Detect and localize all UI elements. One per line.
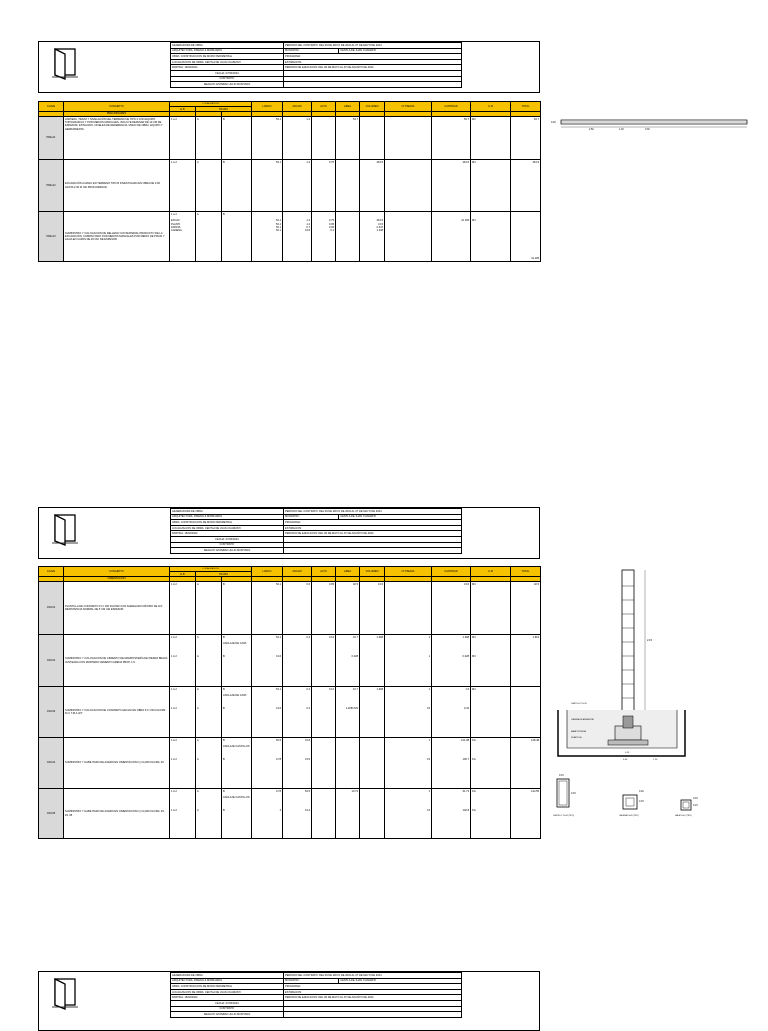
dim-label: 0.15 — [559, 774, 564, 777]
row-vol: 3.15 — [360, 582, 385, 635]
row-note: ANCLAJE CASTILLOS — [223, 796, 250, 800]
col-um: U.M — [471, 102, 511, 112]
col-piezas: Nº PIEZAS — [385, 102, 432, 112]
h2-generadora: GENERADORA DE OBRA — [171, 509, 284, 515]
row-cant: 102.8 — [462, 809, 470, 813]
sub-cadena: CADENA — [171, 229, 182, 233]
wall-section-drawing — [553, 566, 703, 766]
row-area: 10.7 — [352, 688, 359, 691]
row-cant: 0.028 — [462, 655, 470, 659]
row-clave: CIM-04 — [39, 738, 64, 789]
row-eb: 1 a 2 — [171, 213, 177, 216]
row-largo: 0.16 — [275, 655, 282, 659]
row-alto: 0.16 — [312, 635, 336, 687]
row-vol: 3.15 — [377, 222, 384, 226]
col-area: AREA — [336, 567, 360, 577]
dim-label: 0.50 — [623, 759, 628, 761]
row-eb: 1 A 2 — [171, 758, 177, 762]
h2-municipio-val: CENTLA DE JUAN CUAMATZI — [339, 514, 462, 520]
section-cimentacion: CIMENTACION — [64, 577, 170, 582]
row-cant: 3.15 — [432, 582, 471, 635]
row-area: 1.0281720 — [345, 707, 359, 711]
table-row — [39, 212, 541, 262]
row-um: M3 — [472, 636, 476, 639]
dim-label: 0.15 — [693, 804, 698, 807]
row-alto: 0.75 — [328, 219, 335, 223]
h2-estimacion: ESTIMACION: — [284, 525, 462, 531]
row-pzs: 1 — [428, 790, 431, 793]
row-b: B — [222, 117, 252, 160]
col-alto: ALTO — [312, 102, 336, 112]
h2-localizacion: LOCALIZACION DE OBRA: CENTLA DE JUAN CUAMATZI — [171, 525, 284, 531]
row-concepto: SUMINISTRO Y HABILITADO DE ACERO EN CIMENTACION F'y=4,200 KG/CM2, #2 — [64, 738, 170, 789]
h3-arq: ARQUITECTURA, DISEÑO & MOBILIARIO — [171, 978, 284, 984]
row-total — [511, 687, 541, 738]
row-cant: 1.5 — [465, 688, 470, 691]
row-b: B — [223, 809, 225, 813]
row-pzs: 1 — [428, 739, 431, 742]
col-alto: ALTO — [312, 567, 336, 577]
row-clave: PRE-03 — [39, 212, 64, 262]
h2-ejecucion: PERIODO DE EJECUCION: DEL 09 DE MAYO AL 07 DE AGOSTO DE 2024 — [284, 531, 462, 537]
col-clave: CLAVE — [39, 567, 64, 577]
row-alto: 0.16 — [312, 687, 336, 738]
header-info-2 — [170, 508, 462, 554]
row-pzs: 1 — [428, 688, 431, 691]
row-a: A — [197, 739, 199, 742]
h2-fecha: FECHA: 07/06/2024 — [171, 536, 284, 542]
row-largo: 3 — [279, 809, 282, 813]
h3-obra: OBRA: CONSTRUCCION DE MURO PERIMETRAL — [171, 984, 284, 990]
row-total: 41.195 — [511, 212, 541, 262]
row-cant: 63.7 — [432, 117, 471, 160]
row-vol: 2.347 — [376, 225, 384, 229]
row-largo: 53.5 — [275, 739, 282, 742]
row-a: A — [197, 809, 199, 813]
col-concepto: CONCEPTO — [64, 102, 170, 112]
row-eb: 1 a 2 — [170, 117, 196, 160]
table-row — [39, 582, 541, 635]
col-concepto: CONCEPTO — [64, 567, 170, 577]
row-ancho: 1.2 — [283, 117, 312, 160]
row-clave: CIM-01 — [39, 582, 64, 635]
row-vol: 48.15 — [360, 160, 385, 212]
col-largo: LARGO — [252, 567, 283, 577]
h1-contrato: CONTRATO: — [171, 76, 284, 82]
row-eb: 1 A 2 — [171, 688, 177, 691]
row-b: B — [223, 758, 225, 762]
h3-ejecucion: PERIODO DE EJECUCION: DEL 09 DE MAYO AL 07 DE AGOSTO DE 2024 — [284, 995, 462, 1001]
row-eb: 1 A 2 — [170, 582, 196, 635]
row-pzs: 15 — [427, 809, 431, 813]
row-area: 10.7 — [352, 636, 359, 639]
h3-fecha: FECHA: 07/06/2024 — [171, 1000, 284, 1006]
row-pzs: 1 — [428, 655, 431, 659]
row-concepto: SUMINISTRO Y COLOCACION DE CONCRETO HECHO EN OBRA F'c= 200 KG/CM2 R.N. T.M.A 3/4" — [64, 687, 170, 738]
dim-label: 2.50 — [589, 128, 594, 131]
row-area: 10.72 — [336, 789, 360, 839]
row-b: B — [223, 739, 225, 742]
header-info-3 — [170, 972, 462, 1018]
row-largo: 0.16 — [275, 707, 282, 711]
row-ancho: 53.5 — [304, 790, 311, 793]
row-vol: 48.15 — [376, 219, 384, 223]
row-eb: 1 A 2 — [171, 655, 177, 659]
h3-municipio: MUNICIPIO: — [284, 978, 339, 984]
h1-generadora: GENERADORA DE OBRA — [171, 43, 284, 49]
logo-door-icon — [47, 976, 83, 1010]
row-um: M3 — [471, 687, 511, 738]
wall-plan-drawing — [549, 117, 749, 133]
header-info-1 — [170, 42, 462, 88]
row-largo: 53.1 — [275, 222, 282, 226]
row-um: M3 — [471, 160, 511, 212]
row-a: A — [197, 790, 199, 793]
row-ancho: 0.2 — [306, 707, 311, 711]
row-vol: 1.698 — [360, 687, 385, 738]
row-alto: 0.06 — [328, 225, 335, 229]
row-a: A — [197, 688, 199, 691]
row-um: M2 — [471, 117, 511, 160]
col-eb: E.B — [170, 107, 196, 112]
row-ancho: 0.2 — [306, 688, 311, 691]
row-alto: 0.05 — [312, 582, 336, 635]
h3-realizo: REALIZO: ESTEBAN JULIO MONTANO — [171, 1012, 284, 1018]
row-b: B — [223, 636, 225, 639]
h3-municipio-val: CENTLA DE JUAN CUAMATZI — [339, 978, 462, 984]
row-vol: 1.698 — [360, 635, 385, 687]
logo-door-icon — [47, 512, 83, 546]
row-cant: 41.195 — [461, 219, 470, 223]
row-total: 48.15 — [511, 160, 541, 212]
row-cant: 48.15 — [432, 160, 471, 212]
row-largo: 0.78 — [275, 758, 282, 762]
row-ancho: 0.15 — [304, 229, 311, 233]
row-concepto: LIMPIEZA, TRAZO Y NIVELACIÓN DEL TERRENO DE TIPO 2 CON EQUIPO TOPOGRAFICO Y POR MEDIOS MANUALES, INCLUYE DEPASAR DE 10 CM DE ESPESOR, ESTACADO, NIVELES DE REFERENCIA, MANO DE OBRA, EQUIPO Y HERRAMIENTA. — [64, 117, 170, 160]
dim-label: 0.20 — [625, 752, 630, 754]
table-row — [39, 160, 541, 212]
row-pzs: 15 — [427, 758, 431, 762]
h1-ejecucion: PERIODO DE EJECUCION: DEL 09 DE MAYO AL 07 DE AGOSTO DE 2024 — [284, 65, 462, 71]
h2-periodo: PERIODO DEL CONTRATO: DEL 09 DE MAYO DE 2024 AL 07 DE MAYO DE 2024 — [284, 509, 462, 515]
dim-label: 0.15 — [693, 797, 698, 800]
h3-programa: PROGRAMA: — [284, 984, 462, 990]
callout-label: CASTILLO 15x15 — [571, 703, 587, 705]
row-total: 32.5 — [511, 582, 541, 635]
h3-estimacion: ESTIMACION: — [284, 989, 462, 995]
row-clave: PRE-01 — [39, 117, 64, 160]
row-largo: 53.1 — [275, 229, 282, 233]
row-alto: 0.2 — [330, 229, 335, 233]
catalog-table-1 — [38, 101, 541, 262]
col-eb: E.B — [170, 572, 196, 577]
row-clave: CIM-02 — [39, 635, 64, 687]
row-concepto: SUMINISTRO Y HABILITADO DE ACERO EN CIMENTACION F'y=4,200 KG/CM2, #3, #4, #5 — [64, 789, 170, 839]
table-row — [39, 635, 541, 687]
h1-localizacion: LOCALIZACION DE OBRA: CENTLA DE JUAN CUAMATZI — [171, 59, 284, 65]
h1-periodo: PERIODO DEL CONTRATO: DEL 09 DE MAYO DE 2024 AL 07 DE MAYO DE 2024 — [284, 43, 462, 49]
h3-generadora: GENERADORA DE OBRA — [171, 973, 284, 979]
row-concepto: EXCAVACIÓN A MANO EN TERRENO TIPO B INVESTIGADO EN OBRA DE 0.00 HASTA 2.00 M. DE PROFUNDIDAD. — [64, 160, 170, 212]
section-caption: CADENA 15x20 (TIPO) — [619, 815, 639, 817]
row-note: ANCLAJE DE CAST. — [223, 694, 248, 698]
row-alto — [312, 117, 336, 160]
row-eb: 1 A 2 — [171, 790, 177, 793]
row-vol — [360, 117, 385, 160]
col-tramo: TRAMO — [196, 572, 252, 577]
row-largo: 53.1 — [275, 636, 282, 639]
row-cant: 0.42 — [463, 707, 470, 711]
dim-label: 0.15 — [639, 800, 644, 803]
col-um: U.M — [471, 567, 511, 577]
row-ancho: 1.2 — [306, 222, 311, 226]
sub-excav: EXCAV. — [171, 219, 181, 223]
row-concepto: SUMINISTRO Y COLOCACION DE CIMIENTO DE MAMPOSTERÍA DE PIEDRA BRAZA JUNTEADA CON MORTERO CEMENTO ARENA PROP. 1:5. — [64, 635, 170, 687]
h2-municipio: MUNICIPIO: — [284, 514, 339, 520]
row-um: KG — [472, 790, 476, 793]
h1-estimacion: ESTIMACION: — [284, 59, 462, 65]
h3-contrato: CONTRATO: — [171, 1006, 284, 1012]
section-preliminares: PRELIMINARES — [64, 112, 170, 117]
row-a: A — [197, 655, 199, 659]
col-volumen: VOLUMEN — [360, 102, 385, 112]
row-largo: 53.1 — [275, 219, 282, 223]
table-row — [39, 117, 541, 160]
col-ancho: ANCHO — [283, 102, 312, 112]
catalog-table-2 — [38, 566, 541, 839]
h3-localizacion: LOCALIZACION DE OBRA: CENTLA DE JUAN CUAMATZI — [171, 989, 284, 995]
row-concepto: PLANTILLA DE CONCRETO F'c= 100 KG/CM2 CON AGREGADO MÁXIMO DE 3/4", RESISTENCIA NORMAL DE 5 CM. DE ESPESOR — [64, 582, 170, 635]
col-tramo: TRAMO — [196, 107, 252, 112]
section-caption: CASTILLO 15x15 (TIPO) — [553, 815, 575, 817]
row-eb: 1 A 2 — [171, 739, 177, 742]
col-piezas: Nº PIEZAS — [385, 567, 432, 577]
row-b: B — [222, 160, 252, 212]
row-note: ANCLAJE DE CAST. — [223, 642, 248, 646]
height-label: 2.15 — [647, 639, 653, 642]
row-total: 1.516 — [511, 635, 541, 687]
row-ancho: 0.6 — [283, 582, 312, 635]
row-eb: 1 A 2 — [171, 809, 177, 813]
dim-label: 0.20 — [639, 790, 644, 793]
row-cant: 31.73 — [462, 790, 470, 793]
h2-contrato: CONTRATO: — [171, 542, 284, 548]
row-ancho: 0.14 — [304, 809, 311, 813]
h1-partida: PARTIDA: 16/02/2024 — [171, 65, 284, 71]
row-area: 63.7 — [336, 117, 360, 160]
row-ancho: 1.2 — [306, 219, 311, 223]
table-row — [39, 789, 541, 839]
row-largo: 53.1 — [275, 688, 282, 691]
row-b: B — [223, 655, 225, 659]
row-a: A — [196, 212, 222, 262]
row-b: B — [223, 790, 225, 793]
h1-municipio-val: CENTLA DE JUAN CUAMATZI — [339, 48, 462, 54]
col-largo: LARGO — [252, 102, 283, 112]
h1-obra: OBRA: CONSTRUCCION DE MURO PERIMETRAL — [171, 54, 284, 60]
row-um: M3 — [471, 582, 511, 635]
row-cant: 121.98 — [461, 739, 470, 742]
col-cantidad: CANTIDAD — [432, 567, 471, 577]
row-a: A — [196, 117, 222, 160]
row-um: M3 — [472, 655, 476, 659]
dim-label: 0.40 — [551, 121, 556, 124]
row-ancho: 0.2 — [283, 635, 312, 687]
col-clave: CLAVE — [39, 102, 64, 112]
table-row — [39, 687, 541, 738]
sub-planti: PLANTI. — [171, 222, 181, 226]
row-alto: 0.05 — [328, 222, 335, 226]
h2-programa: PROGRAMA: — [284, 520, 462, 526]
h3-partida: PARTIDA: 16/02/2024 — [171, 995, 284, 1001]
h1-municipio: MUNICIPIO: — [284, 48, 339, 54]
callout-label: CADENA DE ARRASTRE — [571, 719, 594, 721]
row-cant: 106.7 — [462, 758, 470, 762]
col-localizacion: LOCALIZACION — [170, 102, 252, 107]
row-largo: 53.1 — [252, 117, 283, 160]
row-clave: CIM-03 — [39, 687, 64, 738]
row-eb: 1 A 2 — [171, 636, 177, 639]
row-pzs: 1 — [428, 636, 431, 639]
row-largo: 53.1 — [252, 160, 283, 212]
row-b: B — [222, 582, 252, 635]
h1-arq: ARQUITECTURA, DISEÑO & MOBILIARIO — [171, 48, 284, 54]
row-a: A — [197, 758, 199, 762]
row-um: KG — [472, 758, 476, 762]
row-a: A — [197, 636, 199, 639]
row-um: M3 — [472, 219, 476, 223]
h2-partida: PARTIDA: 16/02/2024 — [171, 531, 284, 537]
h2-realizo: REALIZO: ESTEBAN JULIO MONTANO — [171, 548, 284, 554]
row-vol: 1.438 — [376, 229, 384, 233]
row-total: 128.48 — [511, 738, 541, 789]
row-b: B — [223, 688, 225, 691]
row-area: 32.5 — [336, 582, 360, 635]
table-row — [39, 738, 541, 789]
row-largo: 53.1 — [252, 582, 283, 635]
row-ancho: 1.2 — [283, 160, 312, 212]
row-clave: CIM-05 — [39, 789, 64, 839]
h3-periodo: PERIODO DEL CONTRATO: DEL 09 DE MAYO DE 2024 AL 07 DE MAYO DE 2024 — [284, 973, 462, 979]
dim-label: 1.20 — [619, 128, 624, 131]
h1-realizo: REALIZO: ESTEBAN JULIO MONTANO — [171, 82, 284, 88]
h2-obra: OBRA: CONSTRUCCION DE MURO PERIMETRAL — [171, 520, 284, 526]
row-area: 0.028 — [351, 655, 359, 659]
col-volumen: VOLUMEN — [360, 567, 385, 577]
row-ancho: 0.15 — [304, 758, 311, 762]
row-cant: 1.698 — [462, 636, 470, 639]
col-ancho: ANCHO — [283, 567, 312, 577]
dim-label: 0.30 — [645, 128, 650, 131]
h1-programa: PROGRAMA: — [284, 54, 462, 60]
row-eb: 1 A 2 — [171, 707, 177, 711]
col-localizacion: LOCALIZACION — [170, 567, 252, 572]
row-pzs — [385, 117, 432, 160]
col-total: TOTAL — [511, 102, 541, 112]
sub-zapata: ZAPATA — [171, 225, 181, 229]
row-clave: PRE-02 — [39, 160, 64, 212]
row-ancho: 0.7 — [306, 225, 311, 229]
logo-door-icon — [47, 46, 83, 80]
row-concepto: SUMINISTRO Y COLOCACION DE RELLENO CON MATERIAL PRODUCTO DE LA EXCAVACIÓN, COMPACTADO POR MEDIOS MANUALES POR MEDIO DE PISON Y AGUA EN CAPAS DE 20 CM. DE ESPESOR — [64, 212, 170, 262]
row-alto: 0.75 — [312, 160, 336, 212]
section-caption: DALA 15x15 (TIPO) — [675, 815, 692, 817]
row-a: A — [196, 160, 222, 212]
h1-fecha: FECHA: 07/06/2024 — [171, 70, 284, 76]
row-um: KG — [472, 809, 476, 813]
row-total: 63.7 — [511, 117, 541, 160]
row-pzs: 15 — [427, 707, 431, 711]
row-b: B — [223, 707, 225, 711]
col-total: TOTAL — [511, 567, 541, 577]
row-eb: 1 a 2 — [170, 160, 196, 212]
dim-label: 0.15 — [571, 792, 576, 795]
row-largo: 0.78 — [275, 790, 282, 793]
row-largo: 53.1 — [275, 225, 282, 229]
callout-label: MAMPOSTERIA — [571, 731, 586, 733]
h2-arq: ARQUITECTURA, DISEÑO & MOBILIARIO — [171, 514, 284, 520]
row-a: A — [196, 582, 222, 635]
col-area: AREA — [336, 102, 360, 112]
row-b: B — [222, 212, 252, 262]
row-note: ANCLAJE CASTILLOS — [223, 745, 250, 749]
dim-label: 1.20 — [653, 759, 658, 761]
col-cantidad: CANTIDAD — [432, 102, 471, 112]
row-a: A — [197, 707, 199, 711]
row-ancho: 0.16 — [304, 739, 311, 742]
reinforcement-sections-drawing — [553, 770, 723, 820]
row-um: KG — [472, 739, 476, 742]
row-total: 144.55 — [511, 789, 541, 839]
callout-label: PLANTILLA — [571, 737, 582, 739]
